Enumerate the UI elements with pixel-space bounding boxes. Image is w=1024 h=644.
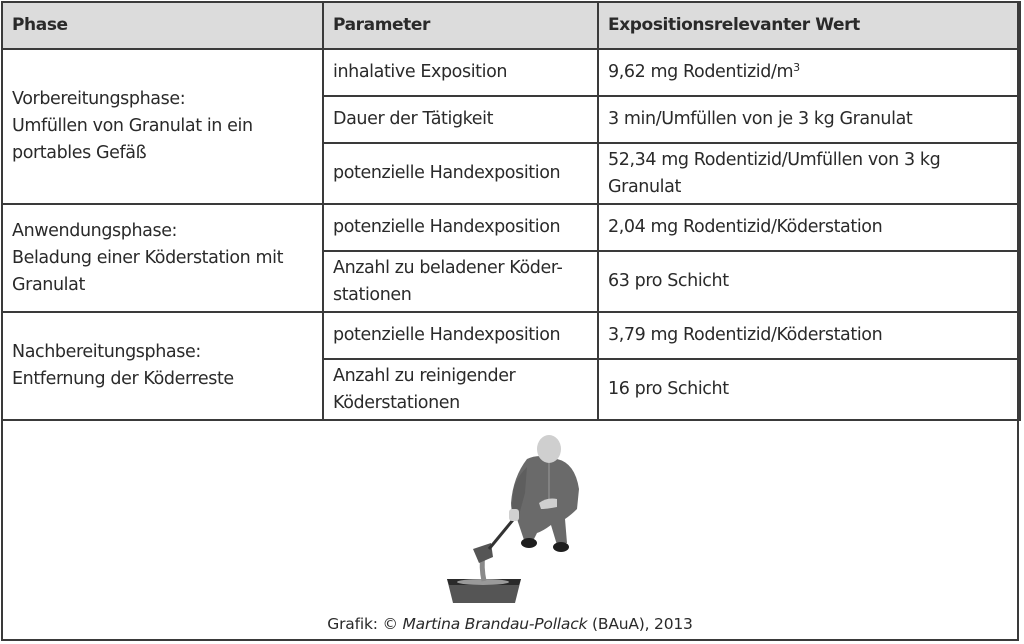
phase-description: Entfernung der Köderreste	[12, 369, 234, 389]
header-phase: Phase	[2, 2, 323, 49]
value-cell: 16 pro Schicht	[598, 359, 1020, 420]
phase-title: Vorbereitungsphase:	[12, 89, 186, 109]
parameter-cell: Anzahl zu reinigender Köderstationen	[323, 359, 598, 420]
header-value: Expositionsrelevanter Wert	[598, 2, 1020, 49]
figure-caption	[3, 615, 1017, 633]
caption-prefix: Grafik: ©	[327, 615, 403, 633]
parameter-cell: potenzielle Handexposition	[323, 312, 598, 359]
parameter-cell: potenzielle Handexposition	[323, 204, 598, 251]
value-superscript: 3	[793, 61, 800, 74]
value-cell: 2,04 mg Rodentizid/Köderstation	[598, 204, 1020, 251]
caption-author: Martina Brandau-Pollack	[402, 615, 588, 633]
parameter-cell: Anzahl zu beladener Köder-stationen	[323, 251, 598, 312]
value-cell: 52,34 mg Rodentizid/Umfüllen von 3 kg Granulat	[598, 143, 1020, 204]
phase-title: Nachbereitungsphase:	[12, 342, 201, 362]
parameter-cell: Dauer der Tätigkeit	[323, 96, 598, 143]
value-cell: 3,79 mg Rodentizid/Köderstation	[598, 312, 1020, 359]
phase-title: Anwendungsphase:	[12, 220, 178, 241]
phase-description: Beladung einer Köderstation mit Granulat	[12, 247, 284, 295]
value-cell: 3 min/Umfüllen von je 3 kg Granulat	[598, 96, 1020, 143]
parameter-cell: potenzielle Handexposition	[323, 143, 598, 204]
kneeling-worker-illustration-icon	[439, 433, 599, 609]
value-cell: 63 pro Schicht	[598, 251, 1020, 312]
worker-head-icon	[537, 435, 561, 463]
caption-suffix: (BAuA), 2013	[587, 615, 693, 633]
header-parameter: Parameter	[323, 2, 598, 49]
figure-area	[3, 429, 1017, 639]
phase-description: Umfüllen von Granulat in ein portables Gefäß	[12, 116, 253, 163]
parameter-cell: inhalative Exposition	[323, 49, 598, 96]
value-text: 9,62 mg Rodentizid/m	[608, 62, 794, 82]
